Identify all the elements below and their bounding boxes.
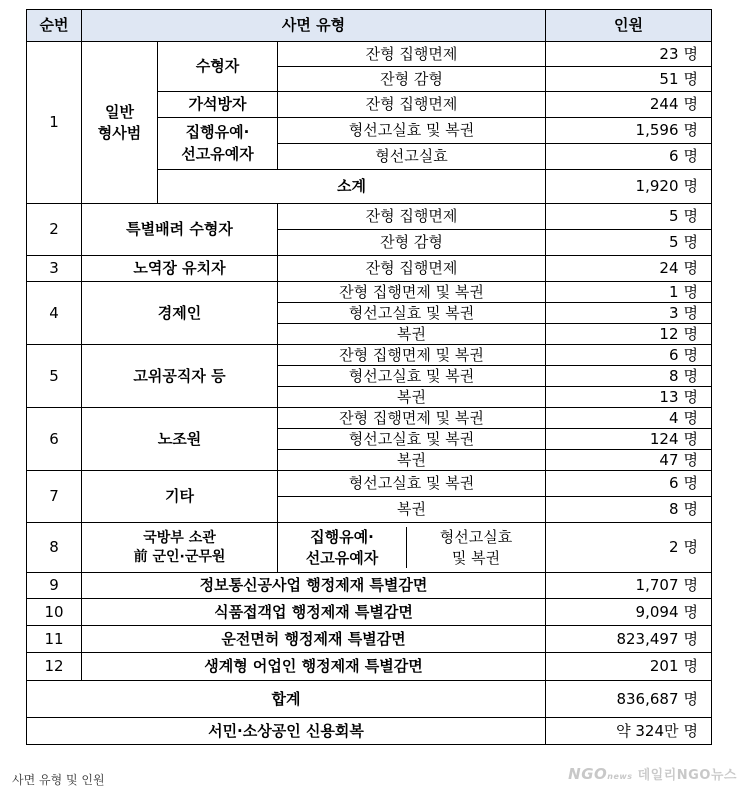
row-no: 2	[27, 204, 82, 256]
table-row	[27, 599, 712, 626]
row-count: 8	[546, 497, 682, 523]
row-desc: 복권	[278, 450, 546, 471]
row-unit: 명	[682, 92, 712, 118]
row-count: 24	[546, 256, 682, 282]
row-category: 노조원	[82, 408, 278, 471]
header-count: 인원	[546, 10, 712, 42]
row-unit: 명	[682, 408, 712, 429]
row-count: 13	[546, 387, 682, 408]
row-unit: 명	[682, 204, 712, 230]
row-unit: 명	[682, 681, 712, 718]
table-row	[27, 42, 712, 67]
row-no: 7	[27, 471, 82, 523]
row-unit: 명	[682, 429, 712, 450]
row-count: 12	[546, 324, 682, 345]
amnesty-table	[26, 9, 712, 745]
row-unit: 명	[682, 282, 712, 303]
row-count: 23	[546, 42, 682, 67]
row-category: 국방부 소관 前 군인·군무원	[82, 523, 278, 573]
row-count: 1	[546, 282, 682, 303]
row-no: 10	[27, 599, 82, 626]
row-count: 1,596	[546, 118, 682, 144]
row-unit: 명	[682, 345, 712, 366]
header-no: 순번	[27, 10, 82, 42]
row-subcategory: 수형자	[158, 42, 278, 92]
row-category: 식품접객업 행정제재 특별감면	[82, 599, 546, 626]
row-count: 8	[546, 366, 682, 387]
row-category: 노역장 유치자	[82, 256, 278, 282]
row-count: 5	[546, 230, 682, 256]
row-desc: 형선고실효 및 복권	[278, 366, 546, 387]
row-unit: 명	[682, 626, 712, 653]
row-no: 3	[27, 256, 82, 282]
row-desc: 잔형 감형	[278, 67, 546, 92]
row-count: 4	[546, 408, 682, 429]
row-category: 특별배려 수형자	[82, 204, 278, 256]
row-count: 2	[546, 523, 682, 573]
row-unit: 명	[682, 170, 712, 204]
row-no: 6	[27, 408, 82, 471]
row-count: 6	[546, 345, 682, 366]
credit-count: 약 324만	[546, 718, 682, 745]
row-count: 201	[546, 653, 682, 681]
table-row	[27, 653, 712, 681]
watermark	[568, 764, 737, 783]
row-category: 고위공직자 등	[82, 345, 278, 408]
row-unit: 명	[682, 366, 712, 387]
row-unit: 명	[682, 230, 712, 256]
row-count: 6	[546, 144, 682, 170]
row-desc: 잔형 집행면제 및 복권	[278, 408, 546, 429]
table-header	[27, 10, 712, 42]
row8-detail-cell	[278, 523, 546, 573]
row-count: 3	[546, 303, 682, 324]
row-desc: 형선고실효 및 복권	[439, 528, 513, 567]
row-subcategory: 가석방자	[158, 92, 278, 118]
row-subcategory: 집행유예· 선고유예자	[278, 527, 407, 568]
row-category: 운전면허 행정제재 특별감면	[82, 626, 546, 653]
row-desc: 잔형 집행면제	[278, 92, 546, 118]
table-row	[27, 204, 712, 230]
row-unit: 명	[682, 118, 712, 144]
row-unit: 명	[682, 573, 712, 599]
row-no: 4	[27, 282, 82, 345]
image-caption: 사면 유형 및 인원	[12, 773, 105, 787]
row-desc: 형선고실효 및 복권	[278, 429, 546, 450]
row-unit: 명	[682, 387, 712, 408]
table-row	[27, 626, 712, 653]
row-count: 124	[546, 429, 682, 450]
subtotal-label: 소계	[158, 170, 546, 204]
total-label: 합계	[27, 681, 546, 718]
row-count: 1,707	[546, 573, 682, 599]
row-desc: 잔형 감형	[278, 230, 546, 256]
row-category: 경제인	[82, 282, 278, 345]
row-unit: 명	[682, 718, 712, 745]
watermark-ngo: NGO	[568, 765, 608, 783]
subtotal-count: 1,920	[546, 170, 682, 204]
row-desc: 형선고실효 및 복권	[278, 303, 546, 324]
row-unit: 명	[682, 303, 712, 324]
row-count: 823,497	[546, 626, 682, 653]
row-desc: 복권	[278, 324, 546, 345]
credit-row	[27, 718, 712, 745]
row-desc: 잔형 집행면제 및 복권	[278, 345, 546, 366]
table-row	[27, 256, 712, 282]
credit-label: 서민·소상공인 신용회복	[27, 718, 546, 745]
row-desc: 잔형 집행면제 및 복권	[278, 282, 546, 303]
row-category: 생계형 어업인 행정제재 특별감면	[82, 653, 546, 681]
row-desc: 복권	[278, 497, 546, 523]
table-row	[27, 282, 712, 303]
row-unit: 명	[682, 324, 712, 345]
row-count: 47	[546, 450, 682, 471]
row-unit: 명	[682, 599, 712, 626]
table-row	[27, 408, 712, 429]
watermark-text: 데일리NGO뉴스	[637, 768, 737, 783]
row-unit: 명	[682, 450, 712, 471]
header-type: 사면 유형	[82, 10, 546, 42]
row-unit: 명	[682, 523, 712, 573]
table-row	[27, 345, 712, 366]
row-unit: 명	[682, 42, 712, 67]
row-desc: 형선고실효	[278, 144, 546, 170]
total-row	[27, 681, 712, 718]
row-count: 5	[546, 204, 682, 230]
row-no: 5	[27, 345, 82, 408]
row-desc: 잔형 집행면제	[278, 204, 546, 230]
row-no: 11	[27, 626, 82, 653]
row-count: 244	[546, 92, 682, 118]
row-unit: 명	[682, 497, 712, 523]
row-desc: 형선고실효 및 복권	[278, 471, 546, 497]
row-unit: 명	[682, 144, 712, 170]
row-category: 기타	[82, 471, 278, 523]
row-subcategory: 집행유예· 선고유예자	[158, 118, 278, 170]
row-unit: 명	[682, 471, 712, 497]
row-category: 정보통신공사업 행정제재 특별감면	[82, 573, 546, 599]
table-row	[27, 471, 712, 497]
row-desc: 잔형 집행면제	[278, 42, 546, 67]
table-row	[27, 573, 712, 599]
row-unit: 명	[682, 256, 712, 282]
table-row	[27, 523, 712, 573]
row-count: 9,094	[546, 599, 682, 626]
row-category: 일반 형사범	[82, 42, 158, 204]
watermark-news: news	[607, 772, 633, 781]
row-unit: 명	[682, 653, 712, 681]
total-count: 836,687	[546, 681, 682, 718]
row-no: 1	[27, 42, 82, 204]
row-count: 6	[546, 471, 682, 497]
row-desc: 형선고실효 및 복권	[278, 118, 546, 144]
row-desc: 잔형 집행면제	[278, 256, 546, 282]
row-no: 12	[27, 653, 82, 681]
row-no: 8	[27, 523, 82, 573]
row-no: 9	[27, 573, 82, 599]
row-unit: 명	[682, 67, 712, 92]
row-count: 51	[546, 67, 682, 92]
row-desc: 복권	[278, 387, 546, 408]
